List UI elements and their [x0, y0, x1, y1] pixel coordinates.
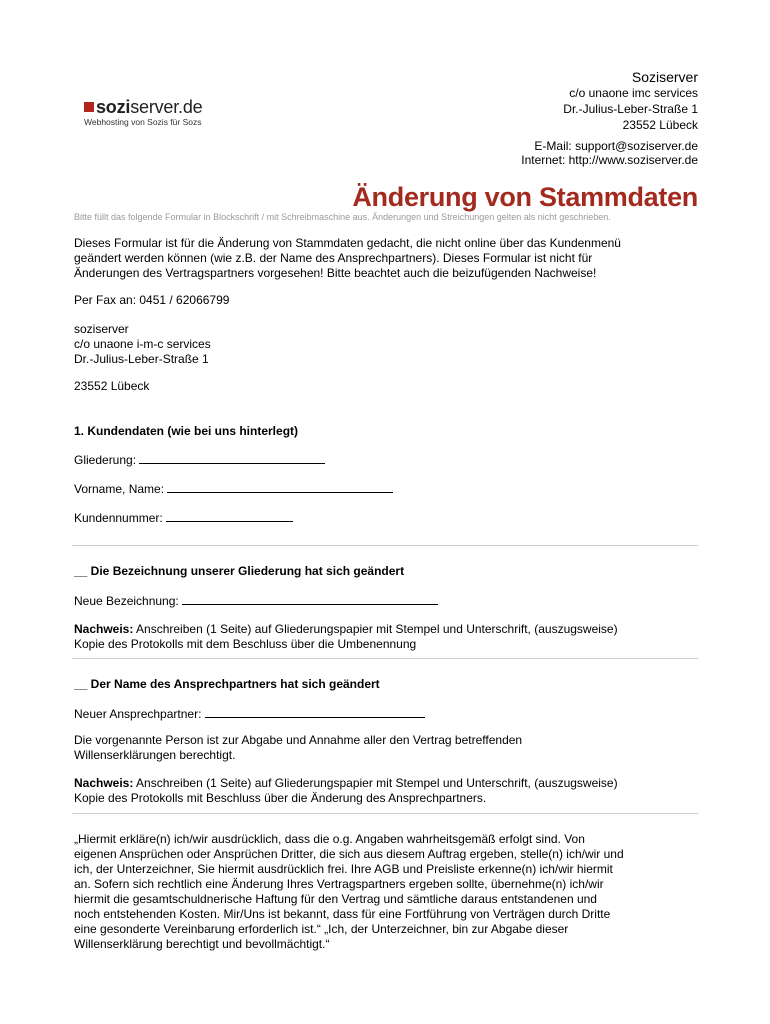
neuer-ansprechpartner-input-line[interactable] — [205, 706, 425, 718]
name-label: Vorname, Name: — [74, 482, 165, 496]
gliederung-input-line[interactable] — [139, 452, 325, 464]
kundennummer-row — [74, 510, 704, 526]
address-name: Soziserver — [631, 69, 698, 85]
fax-number: Per Fax an: 0451 / 62066799 — [74, 293, 230, 307]
info-line: Willenserklärungen berechtigt. — [74, 748, 236, 762]
address-co: c/o unaone imc services — [569, 86, 698, 100]
recipient-address — [74, 322, 704, 367]
intro-line: Änderungen des Vertragspartners vorgesehen! Bitte beachtet auch die beizufügenden Nachweise! — [74, 266, 597, 280]
section3-heading: __ Der Name des Ansprechpartners hat sich geändert — [74, 677, 380, 691]
logo — [84, 97, 202, 118]
logo-tagline: Webhosting von Sozis für Sozs — [84, 117, 202, 127]
neuer-ansprechpartner-label: Neuer Ansprechpartner: — [74, 707, 202, 721]
logo-square-icon — [84, 102, 94, 112]
intro-line: geändert werden können (wie z.B. der Name des Ansprechpartners). Dieses Formular ist nicht für — [74, 251, 593, 265]
logo-rest-text: server.de — [130, 97, 203, 117]
intro-paragraph — [74, 236, 704, 281]
declaration-line: eigenen Ansprüchen oder Ansprüchen Dritter, die sich aus diesem Auftrag ergeben, stelle(n) ich/wir und — [74, 847, 624, 861]
contact-internet: Internet: http://www.soziserver.de — [521, 153, 698, 167]
gliederung-row — [74, 452, 704, 468]
declaration-line: eine gesonderte Vereinbarung erforderlich ist.“ „Ich, der Unterzeichner, bin zur Abgabe dieser — [74, 922, 569, 936]
section3-info — [74, 733, 704, 763]
neuer-ansprechpartner-row — [74, 706, 704, 722]
neue-bezeichnung-row — [74, 593, 704, 609]
info-line: Die vorgenannte Person ist zur Abgabe und Annahme aller den Vertrag betreffenden — [74, 733, 523, 747]
address-city: 23552 Lübeck — [622, 118, 698, 132]
neue-bezeichnung-input-line[interactable] — [182, 593, 438, 605]
kundennummer-input-line[interactable] — [166, 510, 293, 522]
recipient-co: c/o unaone i-m-c services — [74, 337, 211, 351]
section3-nachweis — [74, 776, 704, 806]
recipient-city: 23552 Lübeck — [74, 379, 150, 393]
neue-bezeichnung-label: Neue Bezeichnung: — [74, 594, 179, 608]
contact-info — [521, 139, 698, 167]
declaration-line: ich, der Unterzeichner, Sie hiermit ausdrücklich frei. Ihre AGB und Preisliste erkenne(n) ich/wir hiermit — [74, 862, 613, 876]
declaration-line: „Hiermit erkläre(n) ich/wir ausdrücklich, dass die o.g. Angaben wahrheitsgemäß erfolgt sind. Von — [74, 832, 585, 846]
section1-heading: 1. Kundendaten (wie bei uns hinterlegt) — [74, 424, 299, 438]
name-row — [74, 481, 704, 497]
kundennummer-label: Kundennummer: — [74, 511, 163, 525]
nachweis-label: Nachweis: — [74, 622, 134, 636]
section-divider — [72, 545, 698, 546]
instruction-note: Bitte füllt das folgende Formular in Blockschrift / mit Schreibmaschine aus. Änderungen und Streichungen gelten als nicht geschrieben. — [74, 212, 611, 222]
logo-bold-text: sozi — [96, 97, 131, 117]
nachweis-text: Kopie des Protokolls mit Beschluss über die Änderung des Ansprechpartners. — [74, 791, 487, 805]
declaration-paragraph — [74, 832, 704, 952]
recipient-name: soziserver — [74, 322, 129, 336]
page-title: Änderung von Stammdaten — [352, 182, 698, 212]
gliederung-label: Gliederung: — [74, 453, 137, 467]
section-divider — [72, 813, 698, 814]
nachweis-text: Anschreiben (1 Seite) auf Gliederungspapier mit Stempel und Unterschrift, (auszugsweise) — [133, 622, 618, 636]
section-divider — [72, 658, 698, 659]
declaration-line: an. Sofern sich rechtlich eine Änderung Ihres Vertragspartners ergeben sollte, übernehme(n) ich/wir — [74, 877, 604, 891]
declaration-line: noch entstehenden Kosten. Mir/Uns ist bekannt, dass für eine Fortführung von Verträgen durch Dritte — [74, 907, 611, 921]
section2-nachweis — [74, 622, 704, 652]
section2-heading: __ Die Bezeichnung unserer Gliederung hat sich geändert — [74, 564, 405, 578]
declaration-line: hiermit die gesamtschuldnerische Haftung für den Vertrag und sämtliche daraus entstandenen und — [74, 892, 597, 906]
name-input-line[interactable] — [167, 481, 393, 493]
recipient-street: Dr.-Julius-Leber-Straße 1 — [74, 352, 209, 366]
nachweis-text: Anschreiben (1 Seite) auf Gliederungspapier mit Stempel und Unterschrift, (auszugsweise) — [133, 776, 618, 790]
intro-line: Dieses Formular ist für die Änderung von Stammdaten gedacht, die nicht online über das Kundenmenü — [74, 236, 621, 250]
declaration-line: Willenserklärung berechtigt und bevollmächtigt.“ — [74, 937, 330, 951]
sender-address — [563, 69, 698, 133]
address-street: Dr.-Julius-Leber-Straße 1 — [563, 102, 698, 116]
contact-email: E-Mail: support@soziserver.de — [534, 139, 698, 153]
nachweis-text: Kopie des Protokolls mit dem Beschluss über die Umbenennung — [74, 637, 417, 651]
nachweis-label: Nachweis: — [74, 776, 134, 790]
